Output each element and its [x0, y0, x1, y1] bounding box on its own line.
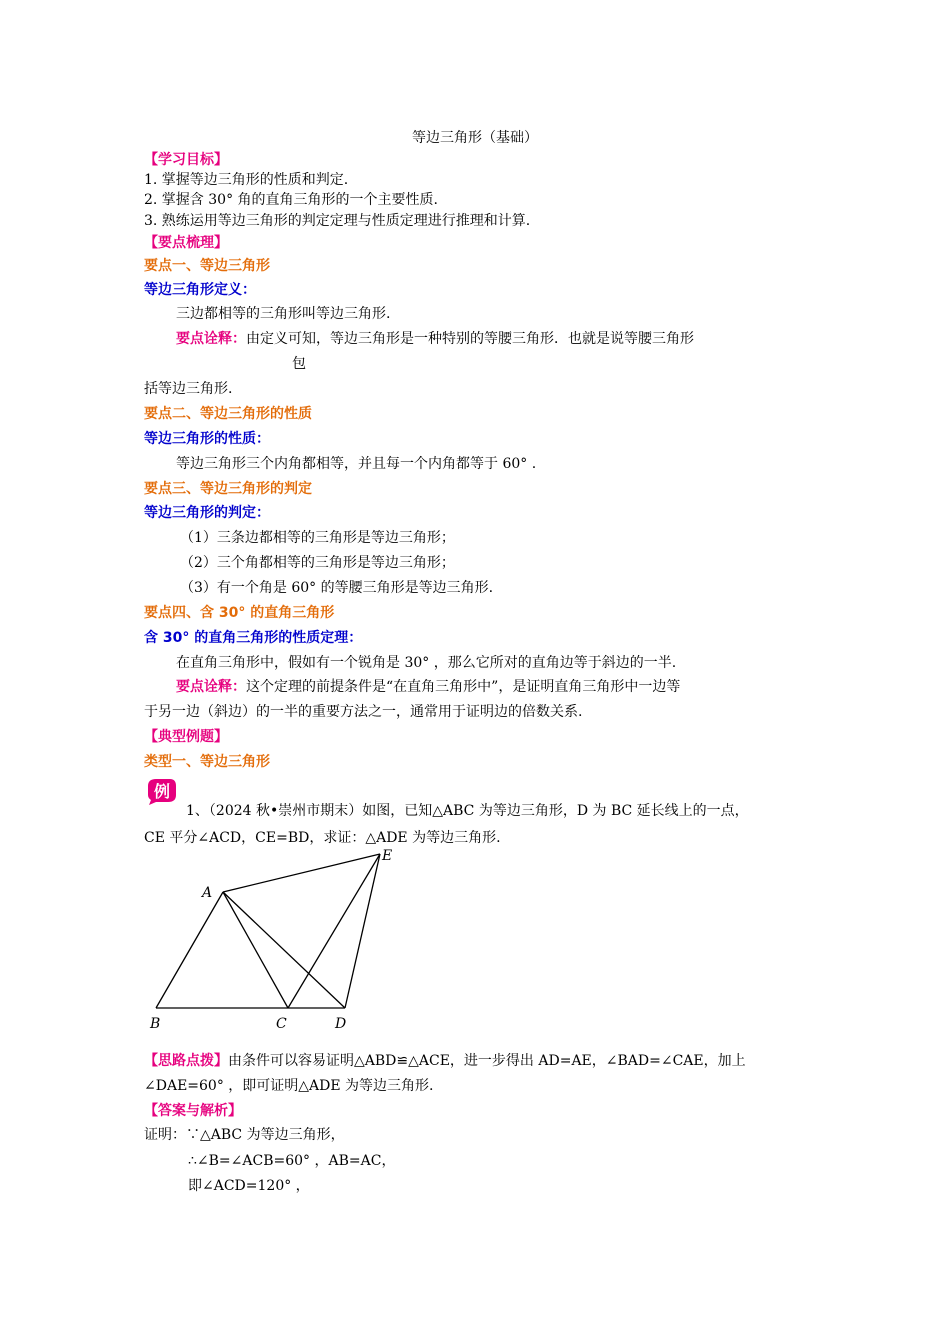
goal-item: 1. 掌握等边三角形的性质和判定.	[144, 172, 349, 188]
definition-text: 三边都相等的三角形叫等边三角形.	[176, 306, 391, 322]
segment-ab	[156, 892, 223, 1008]
point-subheading: 等边三角形定义：	[144, 282, 256, 298]
segment-ae	[223, 854, 380, 892]
type-heading: 类型一、等边三角形	[144, 754, 270, 770]
triangle-figure	[140, 842, 410, 1037]
question-line: CE 平分∠ACD，CE=BD，求证：△ADE 为等边三角形.	[144, 830, 501, 846]
point-heading: 要点二、等边三角形的性质	[144, 406, 312, 422]
note-text: 这个定理的前提条件是“在直角三角形中”，是证明直角三角形中一边等	[246, 679, 681, 695]
example-badge-label: 例	[153, 782, 171, 801]
hint-text: 由条件可以容易证明△ABD≌△ACE，进一步得出 AD=AE，∠BAD=∠CAE，加上	[228, 1053, 746, 1069]
question-line: 1、（2024 秋•崇州市期末）如图，已知△ABC 为等边三角形，D 为 BC 延长线上的一点，	[186, 803, 749, 819]
note-text: 由定义可知，等边三角形是一种特别的等腰三角形．也就是说等腰三角形	[246, 331, 694, 347]
point-heading: 要点四、含 30° 的直角三角形	[144, 605, 335, 621]
proof-line: 证明：∵△ABC 为等边三角形，	[144, 1127, 345, 1143]
vertex-label-a: A	[202, 885, 213, 901]
segment-ad	[223, 892, 345, 1008]
proof-line: ∴∠B=∠ACB=60° ，AB=AC，	[188, 1153, 396, 1169]
points-header: 【要点梳理】	[144, 235, 228, 251]
examples-header: 【典型例题】	[144, 729, 228, 745]
example-badge-icon	[144, 776, 178, 806]
point-heading: 要点一、等边三角形	[144, 258, 270, 274]
page-title: 等边三角形（基础）	[412, 130, 538, 146]
hint-continue: ∠DAE=60° ，即可证明△ADE 为等边三角形.	[144, 1078, 434, 1094]
property-text: 等边三角形三个内角都相等，并且每一个内角都等于 60° .	[176, 456, 537, 472]
criterion-item: （2）三个角都相等的三角形是等边三角形；	[180, 555, 455, 571]
point-subheading: 等边三角形的性质：	[144, 431, 270, 447]
vertex-label-c: C	[276, 1016, 287, 1032]
vertex-label-b: B	[150, 1016, 161, 1032]
point-subheading: 含 30° 的直角三角形的性质定理：	[144, 630, 363, 646]
goals-header: 【学习目标】	[144, 152, 228, 168]
note-continue: 括等边三角形.	[144, 381, 233, 397]
vertex-label-d: D	[335, 1016, 347, 1032]
note-label: 要点诠释：	[176, 331, 246, 347]
goal-item: 2. 掌握含 30° 角的直角三角形的一个主要性质.	[144, 192, 438, 208]
proof-line: 即∠ACD=120° ，	[188, 1178, 310, 1194]
note-line	[176, 329, 694, 349]
segment-de	[345, 854, 380, 1008]
criterion-item: （3）有一个角是 60° 的等腰三角形是等边三角形.	[180, 580, 494, 596]
vertex-label-e: E	[382, 848, 393, 864]
point-subheading: 等边三角形的判定：	[144, 505, 270, 521]
segment-ce	[288, 854, 380, 1008]
hint-line	[144, 1051, 746, 1071]
note-continue: 于另一边（斜边）的一半的重要方法之一，通常用于证明边的倍数关系.	[144, 704, 583, 720]
hint-label: 【思路点拨】	[144, 1053, 228, 1069]
theorem-text: 在直角三角形中，假如有一个锐角是 30° ，那么它所对的直角边等于斜边的一半.	[176, 655, 677, 671]
point-heading: 要点三、等边三角形的判定	[144, 481, 312, 497]
goal-item: 3. 熟练运用等边三角形的判定定理与性质定理进行推理和计算.	[144, 213, 531, 229]
answer-header: 【答案与解析】	[144, 1103, 242, 1119]
segment-ac	[223, 892, 288, 1008]
note-label: 要点诠释：	[176, 679, 246, 695]
criterion-item: （1）三条边都相等的三角形是等边三角形；	[180, 530, 455, 546]
note-wrap: 包	[292, 356, 306, 372]
note-line	[176, 677, 680, 697]
